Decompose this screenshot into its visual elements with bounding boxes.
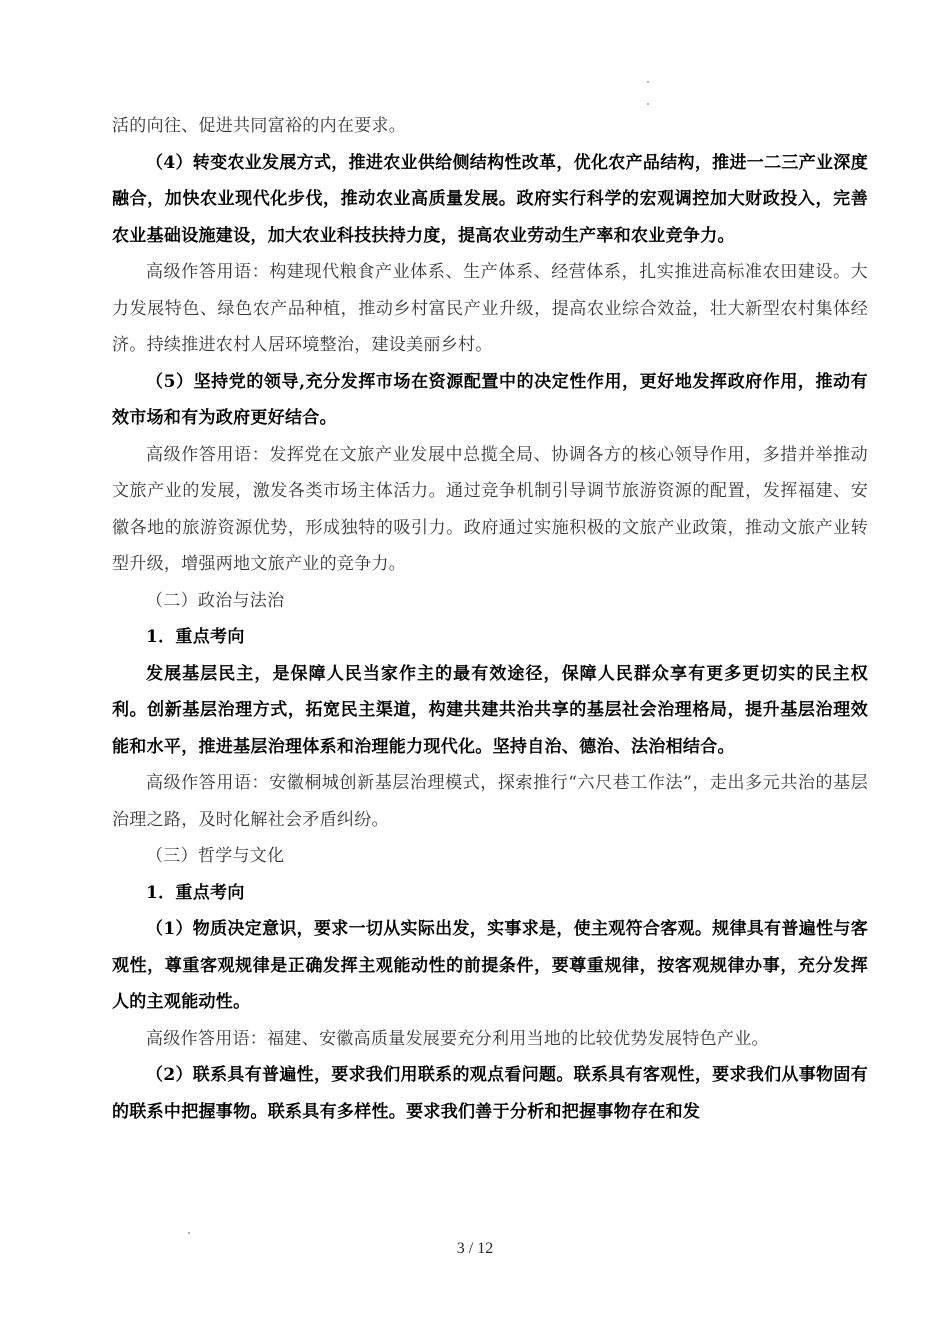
page-number: 3 / 12	[456, 1240, 494, 1257]
paragraph: 高级作答用语：安徽桐城创新基层治理模式，探索推行“六尺巷工作法”，走出多元共治的基层治理之路，及时化解社会矛盾纠纷。	[112, 773, 868, 830]
scan-speck	[188, 1232, 190, 1234]
section-heading: （三）哲学与文化	[146, 846, 285, 866]
paragraph: 发展基层民主，是保障人民当家作主的最有效途径，保障人民群众享有更多更切实的民主权利。创新基层治理方式，拓宽民主渠道，构建共建共治共享的基层社会治理格局，提升基层治理效能和水平，推进基层治理体系和治理能力现代化。坚持自治、德治、法治相结合。	[112, 663, 868, 757]
subsection-heading: 1．重点考向	[146, 882, 245, 903]
scan-speck	[647, 103, 649, 105]
scan-speck	[647, 81, 649, 83]
section-heading: （二）政治与法治	[146, 590, 285, 611]
paragraph: （4）转变农业发展方式，推进农业供给侧结构性改革，优化农产品结构，推进一二三产业深度融合，加快农业现代化步伐，推动农业高质量发展。政府实行科学的宏观调控加大财政投入，完善农业基础设施建设，加大农业科技扶持力度，提高农业劳动生产率和农业竞争力。	[112, 152, 868, 246]
page-content	[112, 108, 868, 1130]
paragraph: （2）联系具有普遍性，要求我们用联系的观点看问题。联系具有客观性，要求我们从事物固有的联系中把握事物。联系具有多样性。要求我们善于分析和把握事物存在和发	[112, 1065, 868, 1122]
paragraph: 高级作答用语：构建现代粮食产业体系、生产体系、经营体系，扎实推进高标准农田建设。大力发展特色、绿色农产品种植，推动乡村富民产业升级，提高农业综合效益，壮大新型农村集体经济。持续推进农村人居环境整治，建设美丽乡村。	[112, 262, 868, 355]
paragraph: 高级作答用语：发挥党在文旅产业发展中总揽全局、协调各方的核心领导作用，多措并举推动文旅产业的发展，激发各类市场主体活力。通过竞争机制引导调节旅游资源的配置，发挥福建、安徽各地的旅游资源优势，形成独特的吸引力。政府通过实施积极的文旅产业政策，推动文旅产业转型升级，增强两地文旅产业的竞争力。	[112, 444, 868, 574]
paragraph: （5）坚持党的领导,充分发挥市场在资源配置中的决定性作用，更好地发挥政府作用，推动有效市场和有为政府更好结合。	[112, 371, 868, 428]
paragraph: 活的向往、促进共同富裕的内在要求。	[112, 116, 407, 136]
paragraph: 高级作答用语：福建、安徽高质量发展要充分利用当地的比较优势发展特色产业。	[146, 1028, 769, 1049]
subsection-heading: 1．重点考向	[146, 627, 245, 647]
paragraph: （1）物质决定意识，要求一切从实际出发，实事求是，使主观符合客观。规律具有普遍性与客观性，尊重客观规律是正确发挥主观能动性的前提条件，要尊重规律，按客观规律办事，充分发挥人的主观能动性。	[112, 919, 868, 1012]
